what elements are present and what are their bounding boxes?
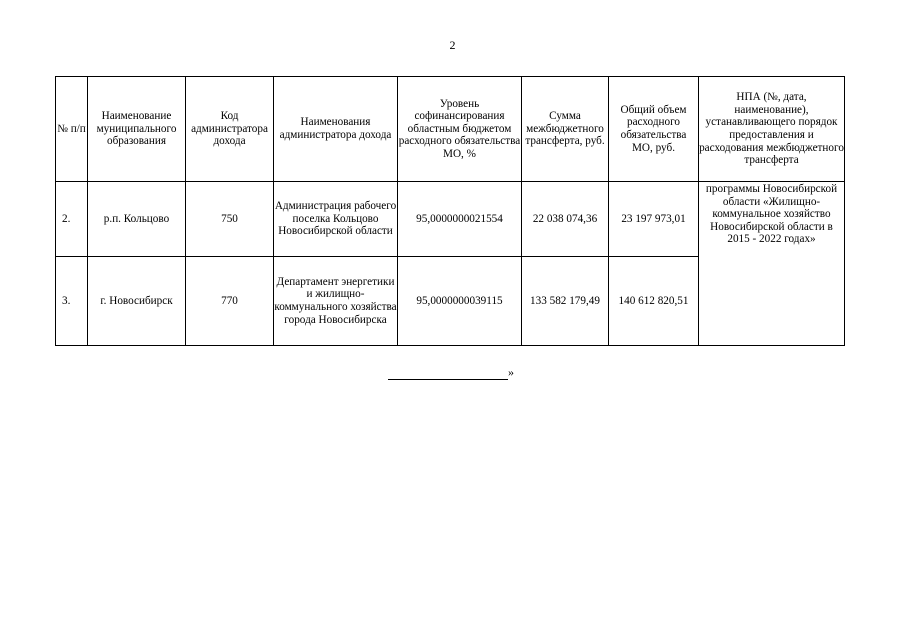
row-admin-name: Администрация рабочего поселка Кольцово Новосибирской области xyxy=(274,182,398,257)
row-number: 3. xyxy=(56,257,88,346)
header-municipality: Наименование муниципального образования xyxy=(88,77,186,182)
row-municipality: р.п. Кольцово xyxy=(88,182,186,257)
header-total-volume: Общий объем расходного обязательства МО, руб. xyxy=(609,77,699,182)
header-npa: НПА (№, дата, наименование), устанавливающего порядок предоставления и расходования межбюджетного трансферта xyxy=(699,77,845,182)
closing-quote: » xyxy=(508,365,514,379)
transfer-table xyxy=(55,76,845,346)
row-total-volume: 23 197 973,01 xyxy=(609,182,699,257)
closing-line xyxy=(388,365,514,380)
row-admin-code: 770 xyxy=(186,257,274,346)
header-admin-code: Код администратора дохода xyxy=(186,77,274,182)
row-municipality: г. Новосибирск xyxy=(88,257,186,346)
signature-underline xyxy=(388,367,508,380)
row-admin-code: 750 xyxy=(186,182,274,257)
row-transfer-sum: 22 038 074,36 xyxy=(522,182,609,257)
row-total-volume: 140 612 820,51 xyxy=(609,257,699,346)
npa-cell: программы Новосибирской области «Жилищно-коммунальное хозяйство Новосибирской области в 2015 - 2022 годах» xyxy=(699,182,845,346)
row-cofinancing: 95,0000000039115 xyxy=(398,257,522,346)
header-number: № п/п xyxy=(56,77,88,182)
row-number: 2. xyxy=(56,182,88,257)
table-row xyxy=(56,182,845,257)
row-admin-name: Департамент энергетики и жилищно-коммунального хозяйства города Новосибирска xyxy=(274,257,398,346)
page-number: 2 xyxy=(449,38,456,52)
header-transfer-sum: Сумма межбюджетного трансферта, руб. xyxy=(522,77,609,182)
table-header-row xyxy=(56,77,845,182)
header-admin-name: Наименования администратора дохода xyxy=(274,77,398,182)
row-transfer-sum: 133 582 179,49 xyxy=(522,257,609,346)
header-cofinancing: Уровень софинансирования областным бюджетом расходного обязательства МО, % xyxy=(398,77,522,182)
row-cofinancing: 95,0000000021554 xyxy=(398,182,522,257)
